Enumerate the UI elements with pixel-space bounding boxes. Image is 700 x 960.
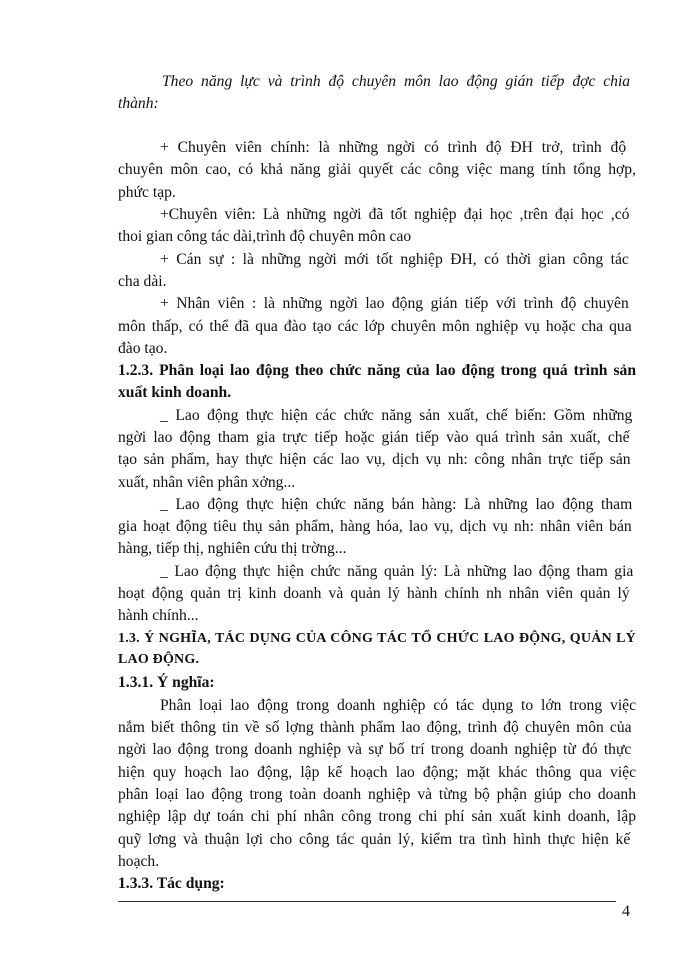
text-line: + Nhân viên : là những ngời lao động gián tiếp với trình độ chuyên bbox=[160, 295, 629, 312]
text-line: Phân loại lao động trong doanh nghiệp có tác dụng to lớn trong việc bbox=[160, 697, 636, 714]
page-number: 4 bbox=[622, 903, 630, 920]
text-line: hoạch. bbox=[118, 853, 160, 870]
text-line: hiện quy hoạch lao động, lập kế hoạch lao động; mặt khác thông qua việc bbox=[118, 764, 636, 781]
text-line: _ Lao động thực hiện các chức năng sản xuất, chế biến: Gồm những bbox=[160, 407, 633, 424]
text-line: đào tạo. bbox=[118, 340, 168, 357]
text-line: _ Lao động thực hiện chức năng quản lý: Là những lao động tham gia bbox=[160, 563, 634, 580]
text-line: quỹ lơng và thuận lợi cho công tác quản lý, kiểm tra tình hình thực hiện kế bbox=[118, 831, 631, 848]
text-line: + Chuyên viên chính: là những ngời có trình độ ĐH trở, trình độ bbox=[160, 139, 627, 156]
text-line: phân loại lao động trong toàn doanh nghiệp và từng bộ phận giúp cho doanh bbox=[118, 786, 636, 803]
text-line: 1.3. Ý NGHĨA, TÁC DỤNG CỦA CÔNG TÁC TỔ CHỨC LAO ĐỘNG, QUẢN LÝ bbox=[118, 631, 636, 646]
text-line: LAO ĐỘNG. bbox=[118, 652, 200, 667]
text-line: + Cán sự : là những ngời mới tốt nghiệp ĐH, có thời gian công tác bbox=[160, 251, 629, 268]
text-line: 1.3.3. Tác dụng: bbox=[118, 875, 225, 892]
text-line: ngời lao động trong doanh nghiệp và sự bố trí trong doanh nghiệp từ đó thực bbox=[118, 741, 632, 758]
text-line: nắm biết thông tin về số lợng thành phẩm lao động, trình độ chuyên môn của bbox=[118, 719, 632, 736]
footer-rule bbox=[118, 901, 616, 902]
text-line: thoi gian công tác dài,trình độ chuyên môn cao bbox=[118, 228, 412, 245]
text-line: tạo sản phẩm, hay thực hiện các lao vụ, dịch vụ nh: công nhân trực tiếp sản bbox=[118, 451, 631, 468]
text-line: môn thấp, có thể đã qua đào tạo các lớp chuyên môn nghiệp vụ hoặc cha qua bbox=[118, 318, 632, 335]
text-line: Theo năng lực và trình độ chuyên môn lao động gián tiếp đợc chia bbox=[162, 73, 631, 90]
text-line: chuyên môn cao, có khả năng giải quyết các công việc mang tính tổng hợp, bbox=[118, 161, 636, 178]
text-line: +Chuyên viên: Là những ngời đã tốt nghiệp đại học ,trên đại học ,có bbox=[160, 206, 630, 223]
text-line: _ Lao động thực hiện chức năng bán hàng: Là những lao động tham bbox=[160, 496, 633, 513]
text-line: ngời lao động tham gia trực tiếp hoặc gián tiếp vào quá trình sản xuất, chế bbox=[118, 429, 630, 446]
text-line: hành chính... bbox=[118, 607, 199, 624]
text-line: xuất, nhân viên phân xởng... bbox=[118, 474, 296, 491]
text-line: cha dài. bbox=[118, 273, 167, 290]
text-line: xuất kinh doanh. bbox=[118, 384, 232, 401]
text-line: thành: bbox=[118, 95, 159, 112]
text-line: hàng, tiếp thị, nghiên cứu thị trờng... bbox=[118, 540, 347, 557]
text-line: 1.3.1. Ý nghĩa: bbox=[118, 674, 215, 691]
text-line: hoạt động quản trị kinh doanh và quản lý hành chính nh nhân viên quản lý bbox=[118, 585, 630, 602]
text-line: 1.2.3. Phân loại lao động theo chức năng của lao động trong quá trình sản bbox=[118, 362, 636, 379]
text-line: gia hoạt động tiêu thụ sản phẩm, hàng hóa, lao vụ, dịch vụ nh: nhân viên bán bbox=[118, 518, 632, 535]
text-line: nghiệp lập dự toán chi phí nhân công trong chi phí sản xuất kinh doanh, lập bbox=[118, 808, 636, 825]
text-line: phức tạp. bbox=[118, 184, 176, 201]
